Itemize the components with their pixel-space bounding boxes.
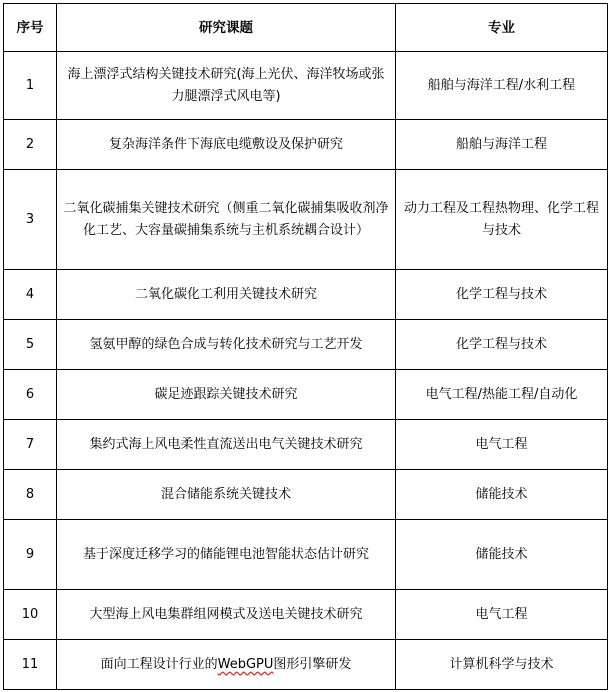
row-no: 3 <box>4 170 57 270</box>
row-topic: 混合储能系统关键技术 <box>57 470 396 520</box>
header-no: 序号 <box>4 4 57 52</box>
table-row <box>4 640 608 690</box>
row-no: 9 <box>4 520 57 590</box>
table-row <box>4 420 608 470</box>
row-topic: 大型海上风电集群组网模式及送电关键技术研究 <box>57 590 396 640</box>
table-row <box>4 470 608 520</box>
row-no: 5 <box>4 320 57 370</box>
row-topic: 碳足迹跟踪关键技术研究 <box>57 370 396 420</box>
table-header-row <box>4 4 608 52</box>
row-major: 化学工程与技术 <box>396 320 608 370</box>
row-topic: 二氧化碳化工利用关键技术研究 <box>57 270 396 320</box>
row-topic: 集约式海上风电柔性直流送出电气关键技术研究 <box>57 420 396 470</box>
row-major: 船舶与海洋工程 <box>396 120 608 170</box>
topic-prefix: 面向工程设计行业的 <box>100 656 218 672</box>
row-no: 11 <box>4 640 57 690</box>
row-no: 8 <box>4 470 57 520</box>
table-row <box>4 520 608 590</box>
table-row <box>4 590 608 640</box>
table-row <box>4 120 608 170</box>
row-no: 10 <box>4 590 57 640</box>
table-row <box>4 52 608 120</box>
table-row <box>4 320 608 370</box>
row-major: 储能技术 <box>396 470 608 520</box>
row-no: 2 <box>4 120 57 170</box>
topic-suffix: 图形引擎研发 <box>273 656 352 672</box>
row-major: 电气工程 <box>396 590 608 640</box>
row-no: 4 <box>4 270 57 320</box>
research-topics-table <box>3 3 608 690</box>
row-major: 电气工程/热能工程/自动化 <box>396 370 608 420</box>
row-topic: 复杂海洋条件下海底电缆敷设及保护研究 <box>57 120 396 170</box>
row-topic: 二氧化碳捕集关键技术研究（侧重二氧化碳捕集吸收剂净化工艺、大容量碳捕集系统与主机系统耦合设计） <box>57 170 396 270</box>
row-major: 动力工程及工程热物理、化学工程与技术 <box>396 170 608 270</box>
table-row <box>4 170 608 270</box>
row-topic <box>57 640 396 690</box>
header-major: 专业 <box>396 4 608 52</box>
row-major: 船舶与海洋工程/水利工程 <box>396 52 608 120</box>
row-no: 1 <box>4 52 57 120</box>
row-topic: 海上漂浮式结构关键技术研究(海上光伏、海洋牧场或张力腿漂浮式风电等) <box>57 52 396 120</box>
row-topic: 基于深度迁移学习的储能锂电池智能状态估计研究 <box>57 520 396 590</box>
row-major: 储能技术 <box>396 520 608 590</box>
row-major: 计算机科学与技术 <box>396 640 608 690</box>
header-topic: 研究课题 <box>57 4 396 52</box>
table-row <box>4 370 608 420</box>
table-row <box>4 270 608 320</box>
row-major: 化学工程与技术 <box>396 270 608 320</box>
row-no: 7 <box>4 420 57 470</box>
row-major: 电气工程 <box>396 420 608 470</box>
row-topic: 氢氨甲醇的绿色合成与转化技术研究与工艺开发 <box>57 320 396 370</box>
topic-term: WebGPU <box>217 656 274 672</box>
row-no: 6 <box>4 370 57 420</box>
